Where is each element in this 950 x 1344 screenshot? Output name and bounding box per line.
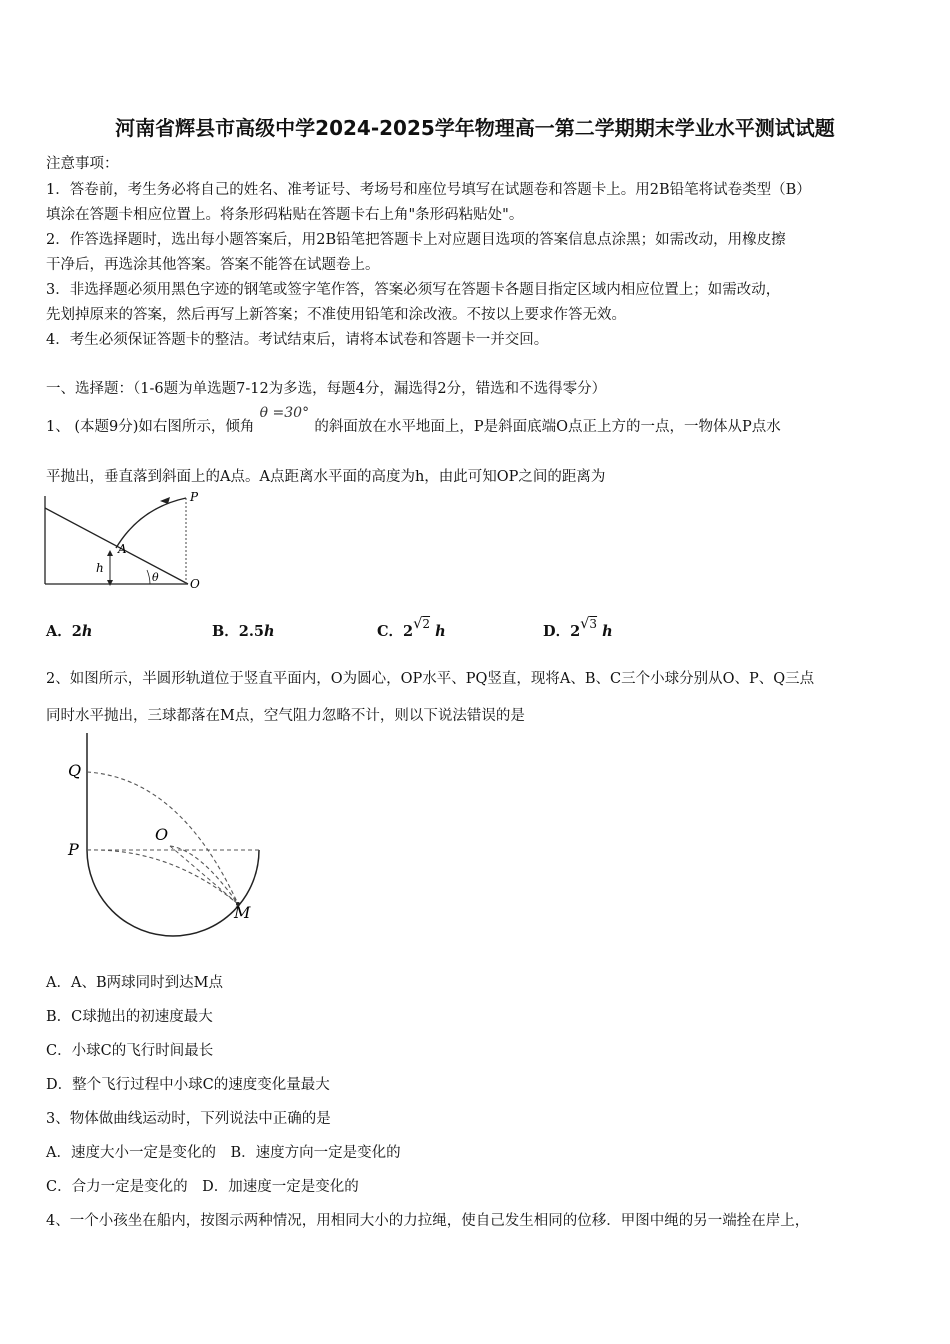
q2-option-b[interactable]: B．C球抛出的初速度最大 xyxy=(46,1009,213,1025)
notice-line: 填涂在答题卡相应位置上。将条形码粘贴在答题卡右上角"条形码粘贴处"。 xyxy=(46,207,524,223)
notice-line: 先划掉原来的答案，然后再写上新答案；不准使用铅笔和涂改液。不按以上要求作答无效。 xyxy=(46,307,626,323)
q2-stem-line1: 2、如图所示，半圆形轨道位于竖直平面内，O为圆心，OP水平、PQ竖直，现将A、B、C三个小球分别从O、P、Q三点 xyxy=(46,671,815,687)
notice-line: 干净后，再选涂其他答案。答案不能答在试题卷上。 xyxy=(46,257,380,273)
q3-options-row1[interactable]: A．速度大小一定是变化的 B．速度方向一定是变化的 xyxy=(46,1145,401,1161)
q1-option-c[interactable]: C．2√2 h xyxy=(377,616,446,640)
q2-stem-line2: 同时水平抛出，三球都落在M点，空气阻力忽略不计，则以下说法错误的是 xyxy=(46,708,525,724)
q1-option-b[interactable]: B．2.5h xyxy=(212,623,275,640)
q1-option-d-radicand: 3 xyxy=(589,617,598,631)
notice-line: 3．非选择题必须用黑色字迹的钢笔或签字笔作答，答案必须写在答题卡各题目指定区域内相应位置上；如需改动， xyxy=(46,282,781,298)
notice-line: 1．答卷前，考生务必将自己的姓名、准考证号、考场号和座位号填写在试题卷和答题卡上。用2B铅笔将试卷类型（B） xyxy=(46,182,811,198)
q1-label-theta: θ xyxy=(152,571,159,584)
q2-option-c[interactable]: C．小球C的飞行时间最长 xyxy=(46,1043,214,1059)
q2-label-m: M xyxy=(234,903,251,922)
q2-option-a[interactable]: A．A、B两球同时到达M点 xyxy=(46,975,223,991)
q2-option-d[interactable]: D．整个飞行过程中小球C的速度变化量最大 xyxy=(46,1077,330,1093)
q2-semicircle-figure xyxy=(60,728,280,938)
q1-stem-part-b: 的斜面放在水平地面上，P是斜面底端O点正上方的一点，一物体从P点水 xyxy=(314,419,781,435)
q1-label-a: A xyxy=(118,542,127,556)
q2-label-p: P xyxy=(68,840,79,859)
q1-option-d[interactable]: D．2√3 h xyxy=(543,616,613,640)
q1-theta-formula: θ =30° xyxy=(259,405,310,421)
q2-label-q: Q xyxy=(68,761,82,780)
q1-label-o: O xyxy=(190,577,200,591)
q1-stem-part-a: 1、 (本题9分)如右图所示，倾角 xyxy=(46,419,255,435)
q4-stem: 4、一个小孩坐在船内，按图示两种情况，用相同大小的力拉绳，使自己发生相同的位移．甲图中绳的另一端拴在岸上， xyxy=(46,1213,810,1229)
notice-heading: 注意事项： xyxy=(46,156,119,172)
exam-title: 河南省辉县市高级中学2024-2025学年物理高一第二学期期末学业水平测试试题 xyxy=(115,116,835,140)
q1-label-p: P xyxy=(190,490,199,504)
notice-line: 4．考生必须保证答题卡的整洁。考试结束后，请将本试卷和答题卡一并交回。 xyxy=(46,332,549,348)
q1-stem-line1 xyxy=(46,405,781,436)
q1-option-a[interactable]: A．2h xyxy=(46,623,93,640)
q3-stem: 3、物体做曲线运动时，下列说法中正确的是 xyxy=(46,1111,331,1127)
section-heading: 一、选择题：（1-6题为单选题7-12为多选，每题4分，漏选得2分，错选和不选得零分） xyxy=(46,381,607,397)
q2-label-o: O xyxy=(155,825,169,844)
notice-line: 2．作答选择题时，选出每小题答案后，用2B铅笔把答题卡上对应题目选项的答案信息点涂黑；如需改动，用橡皮擦 xyxy=(46,232,786,248)
q1-incline-figure xyxy=(40,488,220,598)
q3-options-row2[interactable]: C．合力一定是变化的 D．加速度一定是变化的 xyxy=(46,1179,359,1195)
q1-option-c-radicand: 2 xyxy=(422,617,431,631)
q1-label-h: h xyxy=(96,561,104,575)
q1-stem-line2: 平抛出，垂直落到斜面上的A点。A点距离水平面的高度为h，由此可知OP之间的距离为 xyxy=(46,469,606,485)
